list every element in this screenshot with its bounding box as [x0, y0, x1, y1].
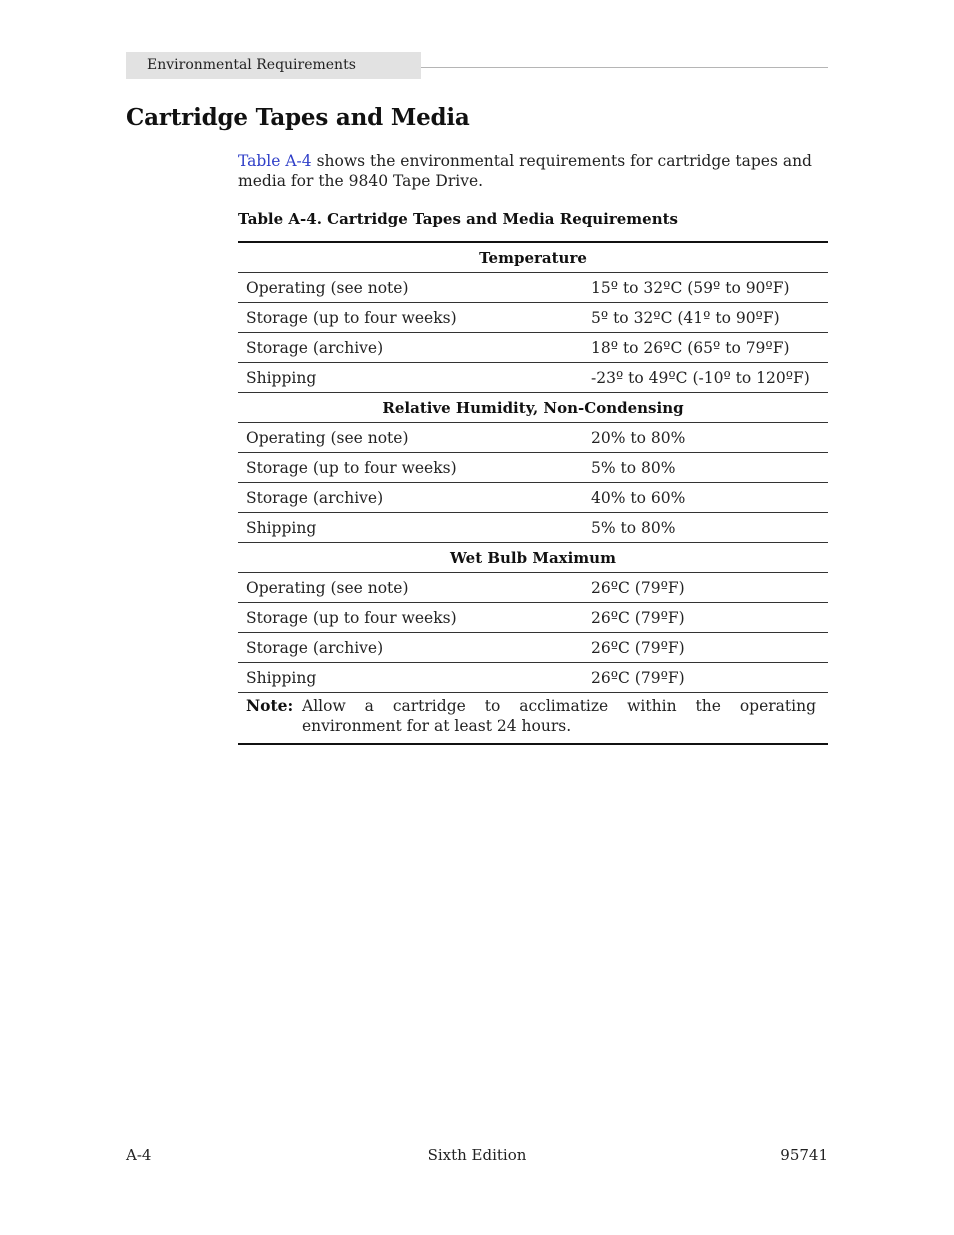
- section-heading: Wet Bulb Maximum: [238, 543, 828, 573]
- row-label: Storage (up to four weeks): [238, 303, 583, 333]
- note-text: Allow a cartridge to acclimatize within the operating environment for at least 24 hours.: [302, 697, 816, 735]
- note-label: Note:: [246, 696, 294, 715]
- row-value: 15º to 32ºC (59º to 90ºF): [583, 273, 828, 303]
- table-row: [238, 483, 828, 513]
- intro-text: shows the environmental requirements for cartridge tapes and media for the 9840 Tape Drive.: [238, 152, 812, 190]
- row-value: 20% to 80%: [583, 423, 828, 453]
- row-value: 40% to 60%: [583, 483, 828, 513]
- intro-paragraph: [238, 151, 828, 191]
- table-caption: Table A-4. Cartridge Tapes and Media Requirements: [238, 210, 678, 228]
- section-heading: Relative Humidity, Non-Condensing: [238, 393, 828, 423]
- section-heading: Temperature: [238, 242, 828, 273]
- row-value: -23º to 49ºC (-10º to 120ºF): [583, 363, 828, 393]
- section-heading-row: [238, 242, 828, 273]
- row-label: Storage (up to four weeks): [238, 453, 583, 483]
- row-label: Operating (see note): [238, 423, 583, 453]
- row-value: 26ºC (79ºF): [583, 633, 828, 663]
- requirements-table: [238, 241, 828, 745]
- row-value: 26ºC (79ºF): [583, 573, 828, 603]
- table-reference-link[interactable]: Table A-4: [238, 152, 312, 170]
- row-value: 5º to 32ºC (41º to 90ºF): [583, 303, 828, 333]
- footer-edition: Sixth Edition: [427, 1146, 527, 1164]
- table-row: [238, 513, 828, 543]
- table-row: [238, 303, 828, 333]
- header-rule: [421, 67, 828, 68]
- row-label: Storage (archive): [238, 483, 583, 513]
- table-row: [238, 573, 828, 603]
- row-value: 5% to 80%: [583, 513, 828, 543]
- table-row: [238, 603, 828, 633]
- table-row: [238, 633, 828, 663]
- row-label: Storage (archive): [238, 633, 583, 663]
- row-label: Shipping: [238, 513, 583, 543]
- row-label: Shipping: [238, 663, 583, 693]
- row-value: 26ºC (79ºF): [583, 663, 828, 693]
- table-row: [238, 423, 828, 453]
- running-header: Environmental Requirements: [126, 52, 421, 79]
- note-cell: [238, 693, 828, 745]
- row-label: Operating (see note): [238, 273, 583, 303]
- page-title: Cartridge Tapes and Media: [126, 104, 470, 131]
- footer-page-number: A-4: [126, 1146, 152, 1164]
- table-row: [238, 663, 828, 693]
- section-heading-row: [238, 543, 828, 573]
- table-row: [238, 363, 828, 393]
- table-row: [238, 333, 828, 363]
- row-label: Operating (see note): [238, 573, 583, 603]
- row-value: 26ºC (79ºF): [583, 603, 828, 633]
- row-label: Storage (up to four weeks): [238, 603, 583, 633]
- section-heading-row: [238, 393, 828, 423]
- note-row: [238, 693, 828, 745]
- row-value: 5% to 80%: [583, 453, 828, 483]
- table-row: [238, 453, 828, 483]
- row-label: Storage (archive): [238, 333, 583, 363]
- table-row: [238, 273, 828, 303]
- footer-doc-number: 95741: [780, 1146, 828, 1164]
- row-value: 18º to 26ºC (65º to 79ºF): [583, 333, 828, 363]
- row-label: Shipping: [238, 363, 583, 393]
